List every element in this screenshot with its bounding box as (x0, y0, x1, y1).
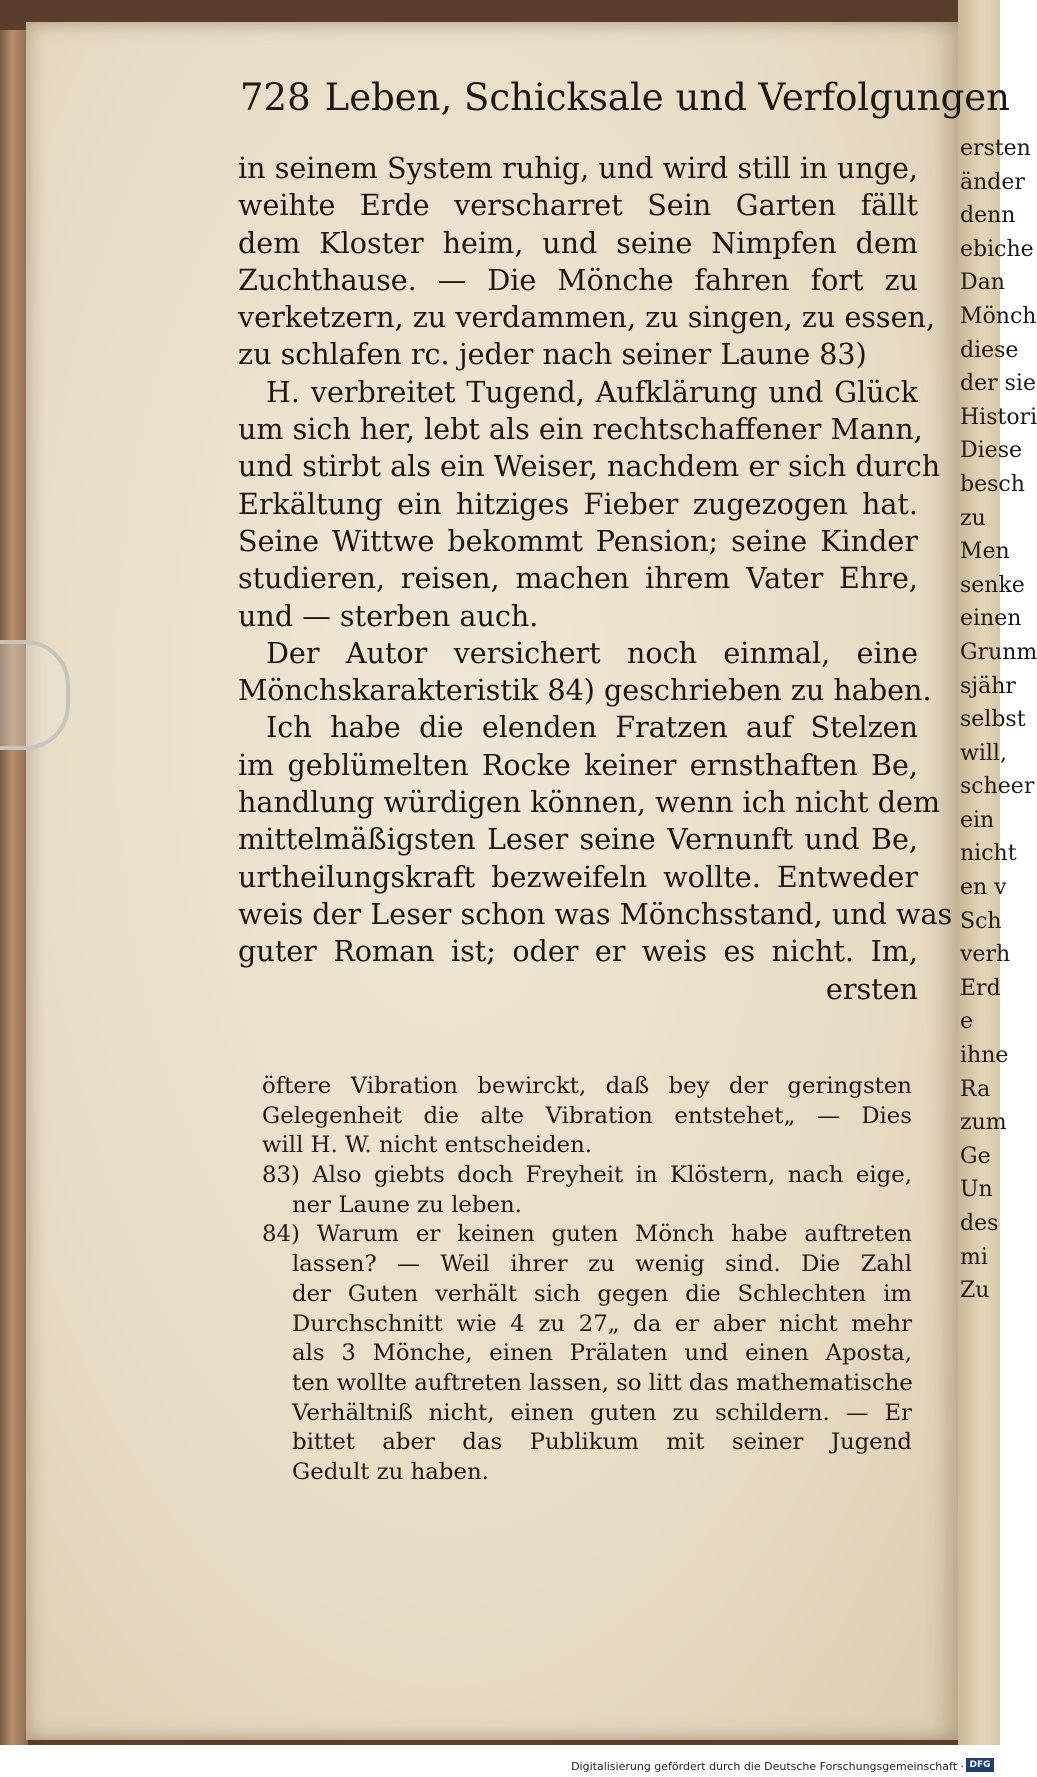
footnote-line: Durchschnitt wie 4 zu 27„ da er aber nicht mehr (292, 1310, 912, 1337)
facing-page-fragment: besch (960, 471, 1025, 497)
running-header (240, 76, 1011, 119)
facing-page-fragment: änder (960, 169, 1025, 195)
facing-page-fragment: der sie (960, 371, 1036, 397)
footnote-line: ner Laune zu leben. (292, 1191, 522, 1218)
facing-page-fragment: des (960, 1211, 999, 1236)
facing-page-fragment: ebiche (960, 236, 1034, 262)
text-line: weis der Leser schon was Mönchsstand, und was (238, 896, 953, 931)
text-line: um sich her, lebt als ein rechtschaffener Mann, (238, 412, 923, 447)
footnote-line: Verhältniß nicht, einen guten zu schildern. — Er (292, 1399, 912, 1426)
text-line: urtheilungskraft bezweifeln wollte. Entweder (238, 859, 918, 894)
text-line: Erkältung ein hitziges Fieber zugezogen hat. (238, 486, 918, 521)
facing-page-fragment: Histori (960, 404, 1037, 430)
facing-page-fragment: Dan (960, 270, 1005, 296)
text-line: Zuchthause. — Die Mönche fahren fort zu (238, 262, 918, 297)
facing-page-fragment: mi (960, 1244, 988, 1270)
facing-page-fragment: diese (960, 337, 1019, 363)
facing-page-fragment: Ra (960, 1076, 991, 1102)
facing-page-fragment: verh (960, 942, 1011, 968)
text-line: zu schlafen rc. jeder nach seiner Laune 83) (238, 337, 867, 372)
footnote-line: der Guten verhält sich gegen die Schlechten im (292, 1280, 912, 1307)
page-number: 728 (240, 76, 311, 119)
text-line: handlung würdigen können, wenn ich nicht dem (238, 785, 941, 820)
footnote-line: bittet aber das Publikum mit seiner Jugend (292, 1429, 912, 1456)
footnotes (262, 1072, 912, 1488)
facing-page-fragment: nicht (960, 841, 1017, 867)
footnote-line: lassen? — Weil ihrer zu wenig sind. Die Zahl (292, 1251, 912, 1278)
footnote-line: will H. W. nicht entscheiden. (262, 1132, 593, 1159)
main-text (238, 150, 953, 1008)
text-line: Seine Wittwe bekommt Pension; seine Kinder (238, 523, 918, 558)
text-line: dem Kloster heim, und seine Nimpfen dem (238, 225, 918, 260)
facing-page-edge (958, 0, 1037, 1745)
text-line: H. verbreitet Tugend, Aufklärung und Glück (266, 374, 918, 409)
text-line: Der Autor versichert noch einmal, eine (266, 635, 918, 670)
text-line: weihte Erde verscharret Sein Garten fällt (238, 188, 918, 223)
facing-page-fragment: ersten (960, 136, 1031, 161)
facing-page-fragment: zu (960, 505, 986, 531)
footnote-line: als 3 Mönche, einen Prälaten und einen Aposta, (292, 1340, 912, 1367)
text-line: und stirbt als ein Weiser, nachdem er sich durch (238, 449, 941, 484)
footnote-line: ten wollte auftreten lassen, so litt das mathematische (292, 1369, 913, 1396)
facing-page-fragment: Grunm (960, 639, 1037, 665)
footnote-line: Gedult zu haben. (292, 1458, 489, 1485)
facing-page-fragments (958, 0, 1037, 1308)
facing-page-fragment: will, (960, 740, 1007, 766)
facing-page-fragment: Un (960, 1177, 993, 1203)
dfg-logo: DFG (966, 1758, 994, 1772)
text-line: in seinem System ruhig, und wird still in unge, (238, 151, 918, 185)
footnote-line: öftere Vibration bewirckt, daß bey der geringsten (262, 1073, 912, 1099)
facing-page-fragment: denn (960, 203, 1016, 229)
text-line: ersten (825, 971, 918, 1006)
facing-page-fragment: Mönch (960, 303, 1037, 329)
facing-page-fragment: en v (960, 875, 1007, 901)
footnote-line: 84) Warum er keinen guten Mönch habe auftreten (262, 1221, 912, 1248)
text-line: und — sterben auch. (238, 598, 539, 633)
facing-page-fragment: senke (960, 572, 1025, 598)
text-line: im geblümelten Rocke keiner ernsthaften Be, (238, 747, 918, 782)
facing-page-fragment: einen (960, 606, 1022, 632)
facing-page-fragment: sjähr (960, 673, 1016, 699)
facing-page-fragment: ihne (960, 1043, 1009, 1069)
text-line: verketzern, zu verdammen, zu singen, zu essen, (238, 300, 936, 335)
text-line: studieren, reisen, machen ihrem Vater Ehre, (238, 561, 918, 596)
footnote-line: Gelegenheit die alte Vibration entstehet„ — Dies (262, 1102, 912, 1129)
text-line: Mönchskarakteristik 84) geschrieben zu haben. (238, 673, 932, 708)
text-line: mittelmäßigsten Leser seine Vernunft und Be, (238, 822, 918, 857)
facing-page-fragment: Diese (960, 438, 1023, 464)
facing-page-fragment: Men (960, 539, 1010, 565)
facing-page-fragment: e (960, 1009, 974, 1035)
text-line: Ich habe die elenden Fratzen auf Stelzen (266, 710, 918, 745)
running-title: Leben, Schicksale und Verfolgungen (324, 76, 1011, 119)
facing-page-fragment: zum (960, 1110, 1007, 1136)
book-spine-edge (0, 30, 28, 1745)
facing-page-fragment: ein (960, 807, 995, 833)
facing-page-fragment: Zu (960, 1278, 990, 1304)
footnote-line: 83) Also giebts doch Freyheit in Klöstern, nach eige, (262, 1162, 912, 1189)
text-line: guter Roman ist; oder er weis es nicht. Im, (238, 934, 918, 969)
book-clasp (0, 640, 70, 750)
facing-page-fragment: Ge (960, 1143, 991, 1169)
digitization-credit: Digitalisierung gefördert durch die Deutsche Forschungsgemeinschaft · (571, 1760, 964, 1773)
facing-page-fragment: scheer (960, 774, 1035, 800)
facing-page-fragment: Sch (960, 908, 1002, 934)
facing-page-fragment: Erd (960, 975, 1001, 1001)
facing-page-fragment: selbst (960, 707, 1026, 733)
